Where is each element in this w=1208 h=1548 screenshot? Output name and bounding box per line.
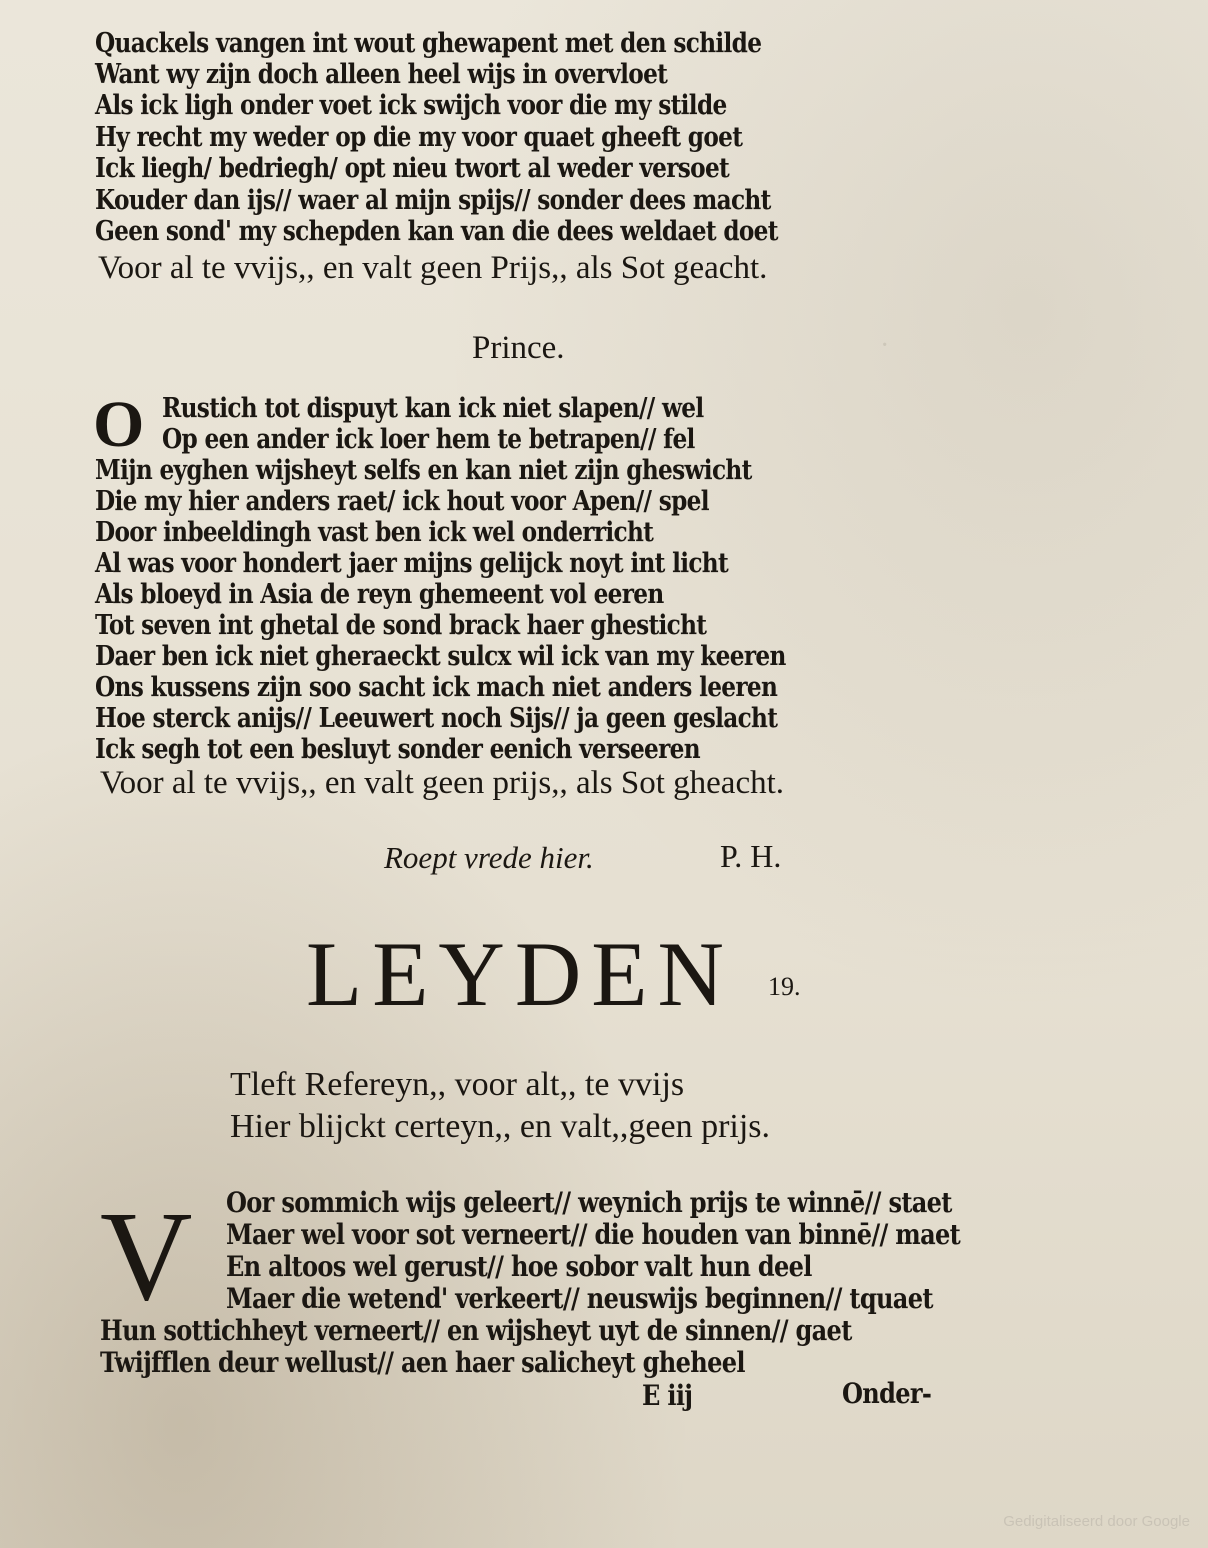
signature-mark: E iij — [642, 1379, 693, 1412]
verse-line: Hun sottichheyt verneert// en wijsheyt uyt de sinnen// gaet — [100, 1314, 852, 1347]
verse-line: Ons kussens zijn soo sacht ick mach niet anders leeren — [95, 672, 778, 703]
city-title: LEYDEN — [306, 923, 734, 1025]
verse-line: Als bloeyd in Asia de reyn ghemeent vol eeren — [95, 579, 664, 610]
top-refrain: Voor al te vvijs,, en valt geen Prijs,, als Sot geacht. — [98, 250, 768, 286]
verse-line: Quackels vangen int wout ghewapent met den schilde — [95, 28, 762, 59]
catchword: Onder- — [842, 1377, 932, 1410]
city-number: 19. — [768, 972, 801, 1001]
show-through-text: · — [880, 330, 890, 361]
verse-line: Tot seven int ghetal de sond brack haer ghesticht — [95, 610, 707, 641]
verse-line: Ick liegh/ bedriegh/ opt nieu twort al weder versoet — [95, 153, 730, 184]
verse-line: En altoos wel gerust// hoe sobor valt hun deel — [226, 1250, 812, 1283]
prince-refrain: Voor al te vvijs,, en valt geen prijs,, als Sot gheacht. — [100, 765, 785, 801]
verse-line: Want wy zijn doch alleen heel wijs in overvloet — [95, 59, 668, 90]
verse-line: Hy recht my weder op die my voor quaet gheeft goet — [95, 122, 743, 153]
verse-line: Maer die wetend' verkeert// neuswijs beginnen// tquaet — [226, 1282, 933, 1315]
verse-line: Mijn eyghen wijsheyt selfs en kan niet zijn gheswicht — [95, 455, 752, 486]
prince-dropcap: O — [93, 388, 145, 461]
motto: Roept vrede hier. — [384, 840, 594, 875]
verse-line: Al was voor hondert jaer mijns gelijck noyt int licht — [95, 548, 729, 579]
subtitle-line: Hier blijckt certeyn,, en valt,,geen prijs. — [230, 1108, 771, 1145]
verse-line: Kouder dan ijs// waer al mijn spijs// sonder dees macht — [95, 185, 771, 216]
verse-line: Rustich tot dispuyt kan ick niet slapen// wel — [162, 393, 704, 424]
verse-line: Die my hier anders raet/ ick hout voor Apen// spel — [95, 486, 709, 517]
subtitle-line: Tleft Refereyn,, voor alt,, te vvijs — [230, 1066, 685, 1103]
verse-line: Oor sommich wijs geleert// weynich prijs te winnē// staet — [226, 1186, 952, 1219]
refrein-dropcap: V — [100, 1185, 193, 1327]
verse-line: Geen sond' my schepden kan van die dees weldaet doet — [95, 216, 778, 247]
prince-heading: Prince. — [472, 330, 565, 366]
verse-line: Door inbeeldingh vast ben ick wel onderricht — [95, 517, 654, 548]
verse-line: Daer ben ick niet gheraeckt sulcx wil ick van my keeren — [95, 641, 786, 672]
digitization-watermark: Gedigitaliseerd door Google — [1003, 1513, 1190, 1530]
verse-line: Maer wel voor sot verneert// die houden van binnē// maet — [226, 1218, 961, 1251]
verse-line: Hoe sterck anijs// Leeuwert noch Sijs// ja geen geslacht — [95, 703, 778, 734]
verse-line: Ick segh tot een besluyt sonder eenich verseeren — [95, 734, 700, 765]
verse-line: Twijfflen deur wellust// aen haer salicheyt gheheel — [100, 1346, 745, 1379]
initials: P. H. — [720, 838, 782, 874]
verse-line: Als ick ligh onder voet ick swijch voor die my stilde — [95, 90, 727, 121]
verse-line: Op een ander ick loer hem te betrapen// fel — [162, 424, 695, 455]
